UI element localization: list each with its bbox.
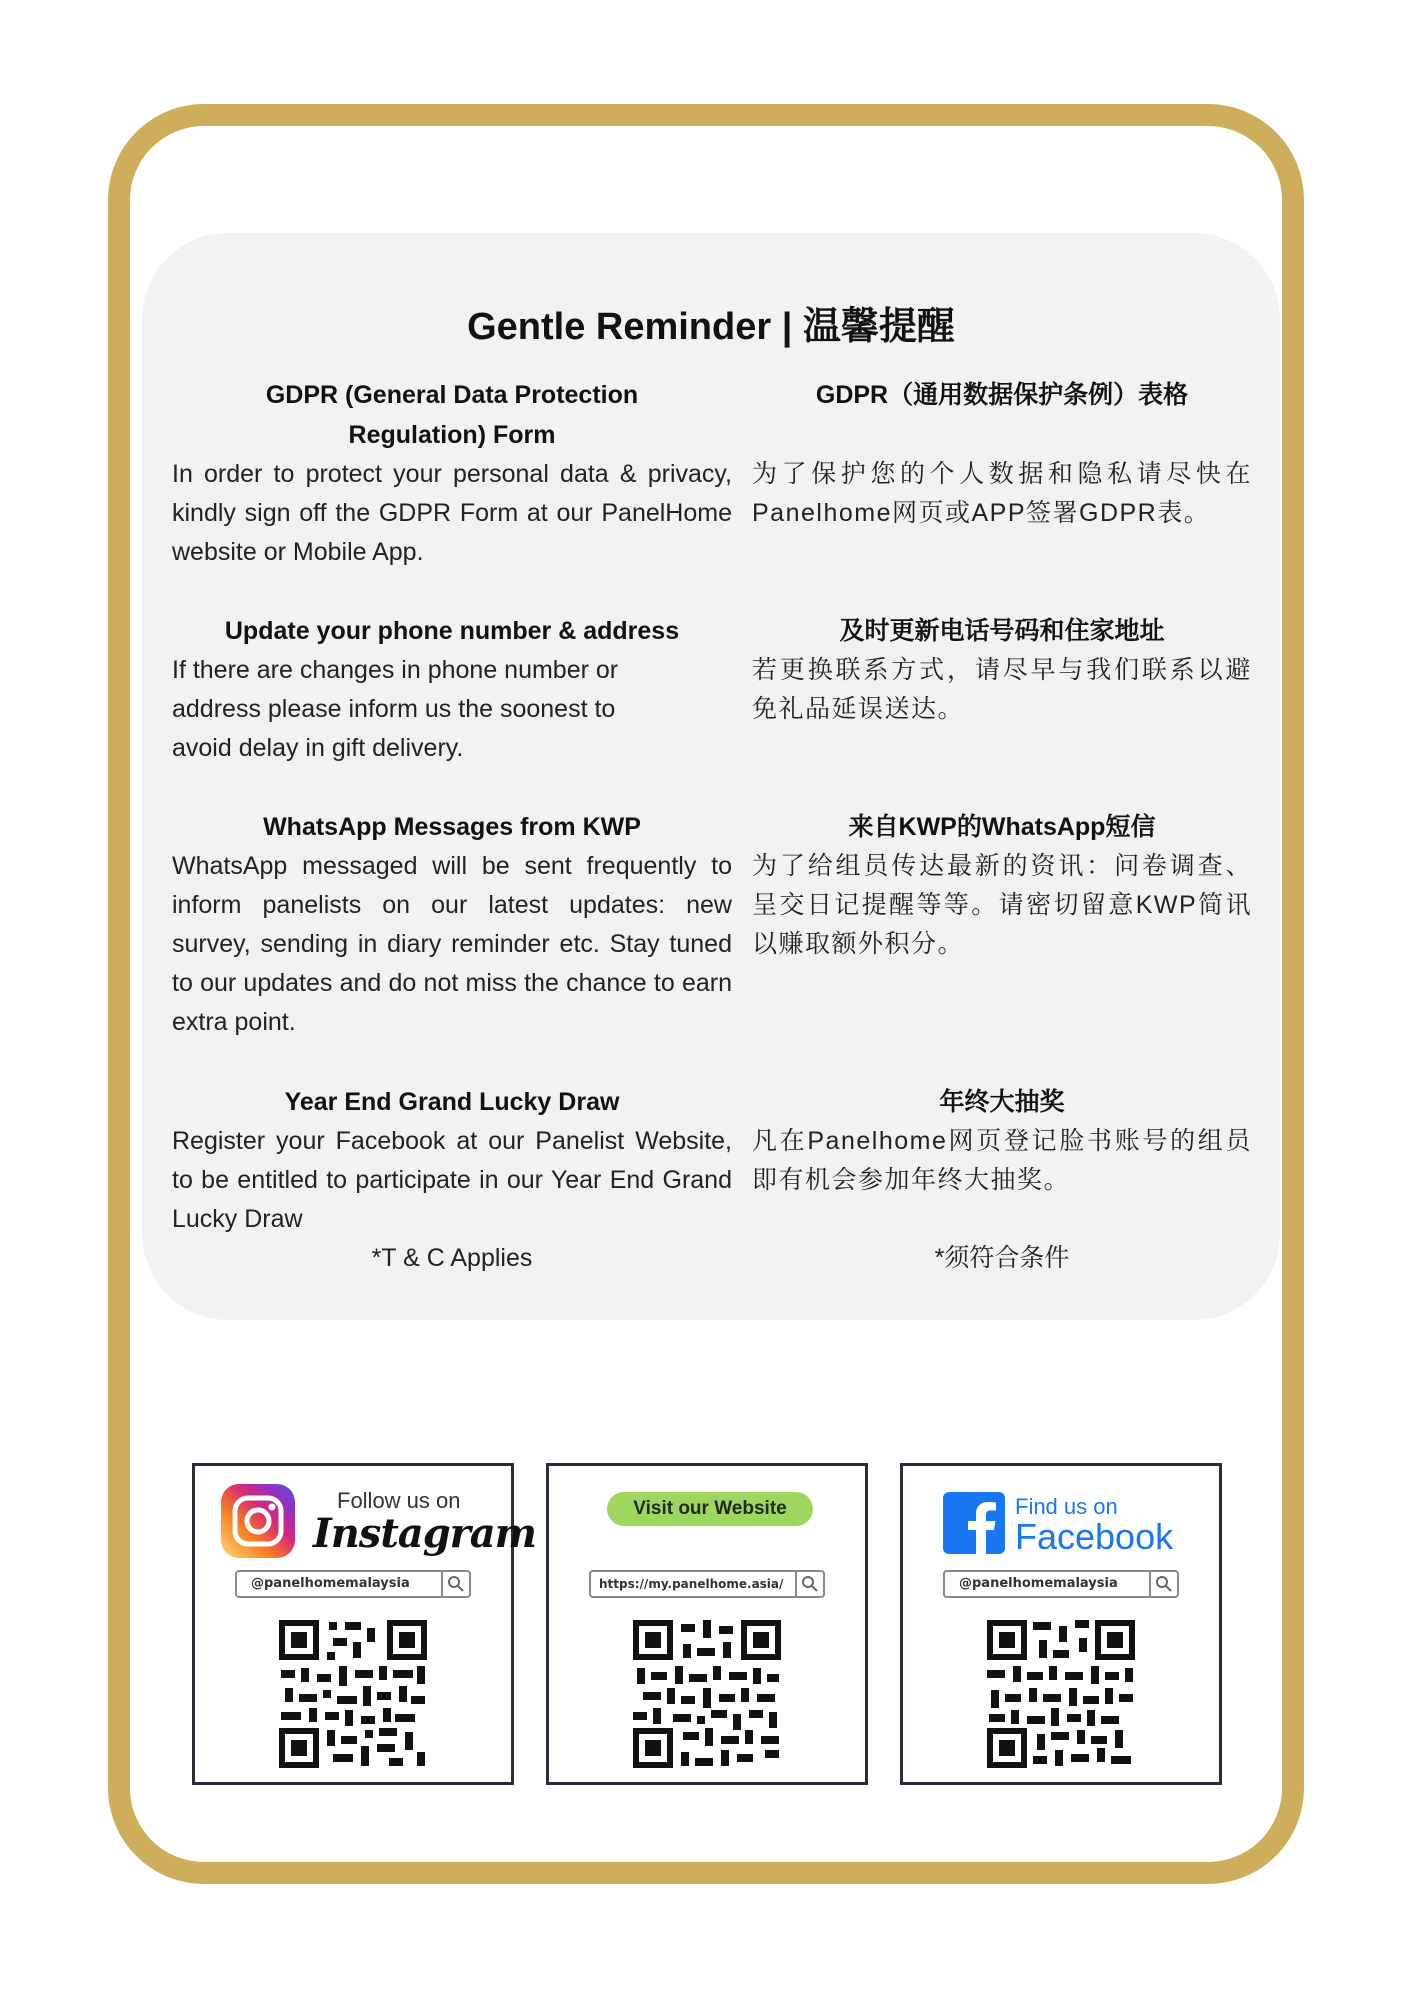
instagram-wordmark: Instagram (313, 1510, 536, 1557)
facebook-qr-code[interactable] (987, 1620, 1135, 1768)
section-heading: Year End Grand Lucky Draw (284, 1088, 620, 1116)
website-url-bar[interactable] (589, 1570, 825, 1598)
section-body: WhatsApp messaged will be sent frequently to inform panelists on our latest updates: new survey, sending in diary reminder etc. Stay tuned to our updates and do not miss the chance to earn extra point. (172, 852, 732, 1036)
section-heading: 及时更新电话号码和住家地址 (839, 617, 1165, 645)
update-section-zh (752, 611, 1252, 729)
whatsapp-section-zh (752, 807, 1252, 964)
handle-text: @panelhomemalaysia (959, 1576, 1118, 1591)
instagram-icon (221, 1484, 295, 1558)
website-qr-card[interactable] (546, 1463, 868, 1785)
facebook-qr-card[interactable] (900, 1463, 1222, 1785)
section-heading: 年终大抽奖 (939, 1088, 1065, 1116)
follow-label: Follow us on (337, 1488, 461, 1513)
section-heading: 来自KWP的WhatsApp短信 (848, 813, 1156, 841)
page-title: Gentle Reminder | 温馨提醒 (467, 306, 955, 348)
section-heading: WhatsApp Messages from KWP (263, 813, 641, 841)
section-heading: Update your phone number & address (224, 617, 680, 645)
update-section-en (172, 611, 732, 768)
section-body: 若更换联系方式，请尽早与我们联系以避免礼品延误送达。 (752, 656, 1252, 723)
terms-note: *须符合条件 (934, 1244, 1070, 1272)
section-body: 为了给组员传达最新的资讯：问卷调查、呈交日记提醒等等。请密切留意KWP简讯以赚取额外积分。 (752, 852, 1252, 958)
search-icon (1149, 1572, 1177, 1596)
section-body: 凡在Panelhome网页登记脸书账号的组员即有机会参加年终大抽奖。 (752, 1127, 1252, 1194)
facebook-icon (943, 1492, 1005, 1554)
url-text: https://my.panelhome.asia/ (599, 1577, 784, 1591)
facebook-wordmark: Facebook (1015, 1516, 1174, 1557)
section-body: 为了保护您的个人数据和隐私请尽快在Panelhome网页或APP签署GDPR表。 (752, 460, 1252, 527)
handle-text: @panelhomemalaysia (251, 1576, 410, 1591)
website-qr-code[interactable] (633, 1620, 781, 1768)
search-icon (795, 1572, 823, 1596)
luckydraw-section-zh (752, 1082, 1252, 1278)
section-heading: GDPR（通用数据保护条例）表格 (815, 381, 1189, 409)
search-icon (441, 1572, 469, 1596)
reminder-card (142, 233, 1280, 1320)
section-heading: GDPR (General Data Protection Regulation) Form (265, 381, 639, 449)
terms-note: *T & C Applies (371, 1244, 533, 1272)
section-body: Register your Facebook at our Panelist Website, to be entitled to participate in our Year End Grand Lucky Draw (172, 1127, 732, 1233)
instagram-handle-bar[interactable] (235, 1570, 471, 1598)
luckydraw-section-en (172, 1082, 732, 1278)
visit-website-label: Visit our Website (607, 1492, 813, 1526)
instagram-qr-code[interactable] (279, 1620, 427, 1768)
find-us-label: Find us on (1015, 1494, 1118, 1519)
facebook-handle-bar[interactable] (943, 1570, 1179, 1598)
instagram-qr-card[interactable] (192, 1463, 536, 1785)
gdpr-section-en (172, 375, 732, 572)
section-body: In order to protect your personal data & privacy, kindly sign off the GDPR Form at our PanelHome website or Mobile App. (172, 460, 732, 566)
section-body: If there are changes in phone number or address please inform us the soonest to avoid delay in gift delivery. (172, 656, 619, 762)
gdpr-section-zh (752, 375, 1252, 533)
whatsapp-section-en (172, 807, 732, 1042)
